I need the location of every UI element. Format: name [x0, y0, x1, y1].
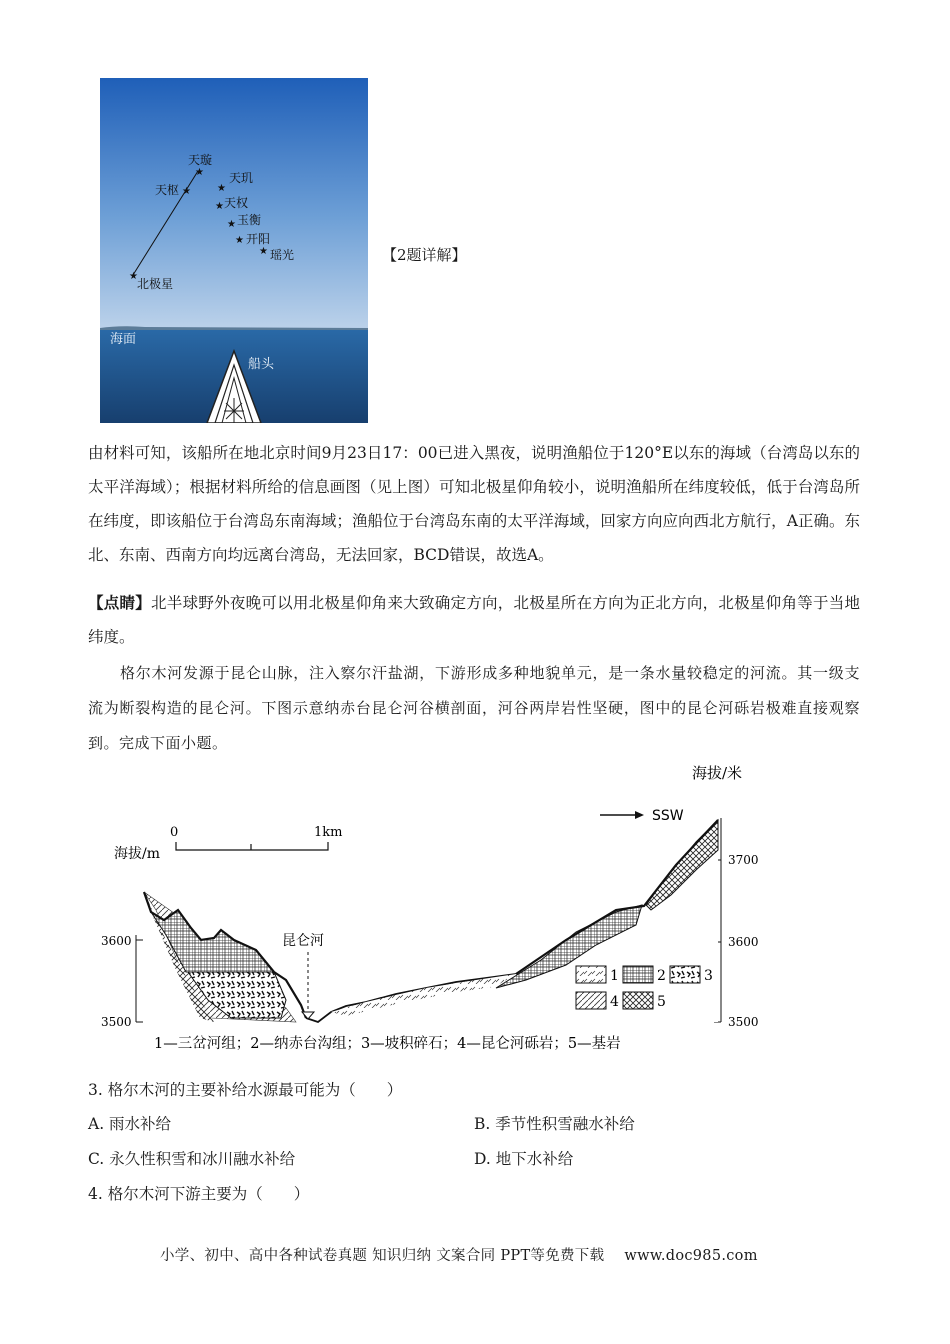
star-tianxuan: 天璇	[188, 153, 213, 167]
right-tick-3700: 3700	[728, 853, 759, 867]
question-4-stem: 4. 格尔木河下游主要为（ ）	[88, 1185, 310, 1203]
direction-arrow-icon	[600, 811, 644, 819]
question-3-stem: 3. 格尔木河的主要补给水源最可能为（ ）	[88, 1081, 403, 1099]
svg-text:★: ★	[129, 271, 138, 282]
sea-label: 海面	[110, 332, 137, 347]
legend-3: 3	[704, 968, 713, 984]
svg-text:★: ★	[215, 201, 224, 212]
right-tick-3500: 3500	[728, 1015, 759, 1029]
q3-option-c: C. 永久性积雪和冰川融水补给	[88, 1150, 296, 1168]
page-footer	[160, 1244, 758, 1265]
legend-1: 1	[610, 968, 619, 984]
legend-2: 2	[657, 968, 666, 984]
svg-text:★: ★	[235, 235, 244, 246]
svg-text:★: ★	[217, 183, 226, 194]
q3-option-a: A. 雨水补给	[88, 1115, 172, 1133]
star-yuheng: 玉衡	[237, 213, 262, 227]
left-tick-3500: 3500	[101, 1015, 132, 1029]
scale-start: 0	[170, 825, 179, 840]
scale-end: 1km	[314, 825, 343, 840]
big-dipper-photo	[100, 78, 368, 423]
tip-tag: 【点睛】	[88, 593, 152, 612]
legend-4: 4	[610, 994, 619, 1010]
star-tianquan: 天权	[224, 196, 249, 210]
bow-label: 船头	[248, 357, 275, 372]
material-paragraph: 格尔木河发源于昆仑山脉，注入察尔汗盐湖，下游形成多种地貌单元，是一条水量较稳定的河流。其一级支流为断裂构造的昆仑河。下图示意纳赤台昆仑河谷横剖面，河谷两岸岩性坚硬，图中的昆仑河砾岩极难直接观察到。完成下面小题。	[88, 664, 860, 752]
left-axis-title: 海拔/m	[114, 846, 160, 862]
direction-label: SSW	[652, 808, 684, 824]
star-tianji: 天玑	[229, 171, 254, 185]
svg-text:★: ★	[195, 167, 204, 178]
left-tick-3600: 3600	[101, 934, 132, 948]
footer-url[interactable]: www.doc985.com	[624, 1248, 758, 1264]
footer-text: 小学、初中、高中各种试卷真题 知识归纳 文案合同 PPT等免费下载	[160, 1248, 605, 1264]
tip-paragraph	[88, 586, 860, 654]
svg-text:★: ★	[182, 186, 191, 197]
figure-caption: 1—三岔河组；2—纳赤台沟组；3—坡积碎石；4—昆仑河砾岩；5—基岩	[154, 1036, 621, 1052]
river-label: 昆仑河	[282, 933, 324, 949]
answer-paragraph: 由材料可知，该船所在地北京时间9月23日17：00已进入黑夜，说明渔船位于120°E以东的海域（台湾岛以东的太平洋海域）；根据材料所给的信息画图（见上图）可知北极星仰角较小，说明渔船所在纬度较低，低于台湾岛所在纬度，即该船位于台湾岛东南海域；渔船位于台湾岛东南的太平洋海域，回家方向应向西北方航行，A正确。东北、东南、西南方向均远离台湾岛，无法回家，BCD错误，故选A。	[88, 444, 860, 564]
tip-text: 北半球野外夜晚可以用北极星仰角来大致确定方向，北极星所在方向为正北方向，北极星仰角等于当地纬度。	[88, 594, 860, 646]
star-kaiyang: 开阳	[246, 232, 271, 246]
right-tick-3600: 3600	[728, 935, 759, 949]
star-polaris: 北极星	[137, 277, 174, 291]
star-tianshu: 天枢	[155, 183, 180, 197]
svg-text:★: ★	[227, 219, 236, 230]
star-yaoguang: 瑶光	[270, 248, 295, 262]
q3-option-b: B. 季节性积雪融水补给	[474, 1115, 635, 1133]
detail-label: 【2题详解】	[382, 246, 467, 264]
legend-5: 5	[657, 994, 666, 1010]
right-axis-title: 海拔/米	[692, 764, 743, 782]
svg-text:★: ★	[259, 246, 268, 257]
q3-option-d: D. 地下水补给	[474, 1150, 574, 1168]
valley-cross-section	[96, 760, 776, 1060]
